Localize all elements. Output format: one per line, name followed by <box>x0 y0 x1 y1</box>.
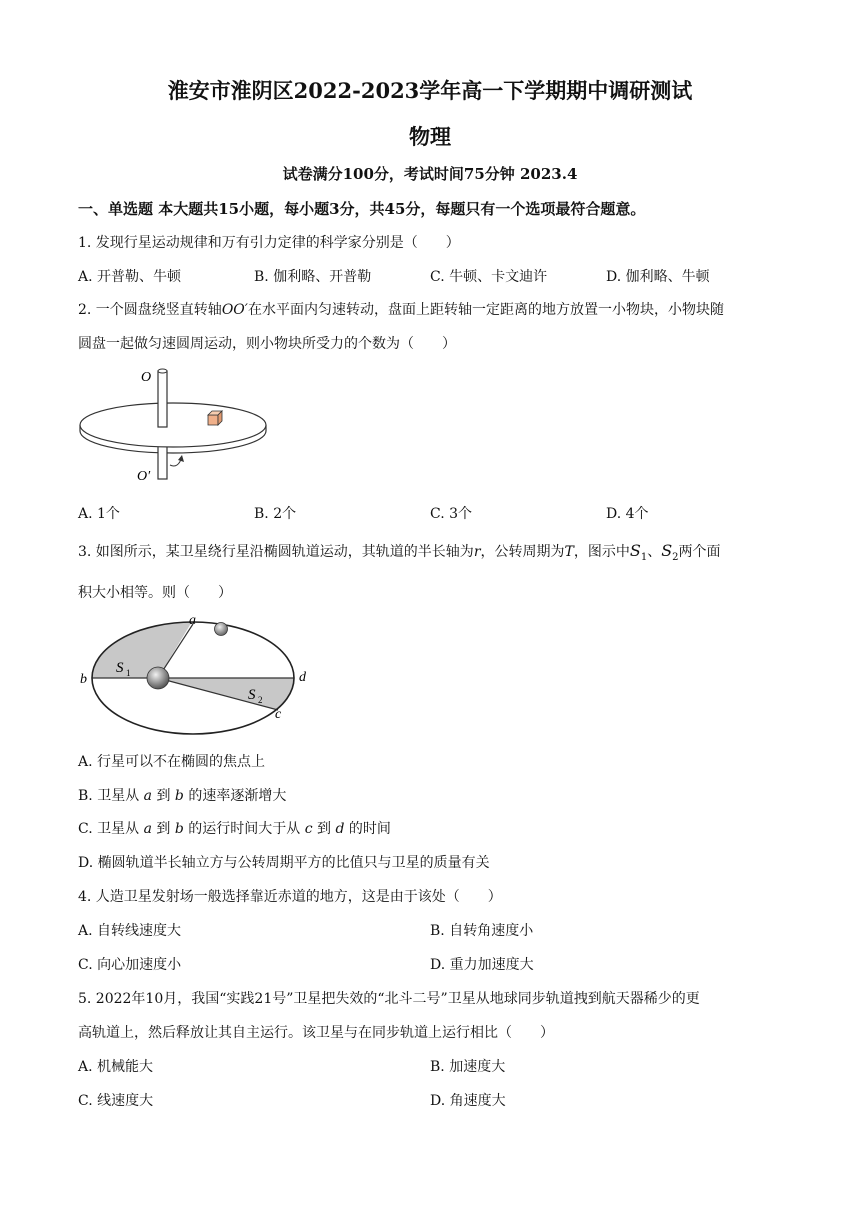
axis-top-label: O <box>141 370 152 385</box>
q5-option-b: B. 加速度大 <box>430 1059 506 1075</box>
q1-option-d: D. 伽利略、牛顿 <box>606 269 710 285</box>
rotating-disc-figure <box>78 365 268 485</box>
q3-option-c: C. 卫星从 a 到 b 的运行时间大于从 c 到 d 的时间 <box>78 821 391 837</box>
svg-text:a: a <box>189 613 196 628</box>
small-block <box>208 411 222 425</box>
elliptical-orbit-figure <box>78 610 318 740</box>
axis-bottom-label: O′ <box>137 469 151 484</box>
q1-option-a: A. 开普勒、牛顿 <box>78 269 182 285</box>
question-5-stem-line2: 高轨道上，然后释放让其自主运行。该卫星与在同步轨道上运行相比（ ） <box>78 1025 554 1041</box>
q3-option-b: B. 卫星从 a 到 b 的速率逐渐增大 <box>78 788 287 804</box>
q5-option-a: A. 机械能大 <box>78 1059 154 1075</box>
svg-text:2: 2 <box>258 695 263 705</box>
svg-text:1: 1 <box>126 668 131 678</box>
q2-option-d: D. 4个 <box>606 506 649 522</box>
exam-title: 淮安市淮阴区2022-2023学年高一下学期期中调研测试 <box>167 78 693 103</box>
q2-option-b: B. 2个 <box>254 506 297 522</box>
q1-option-b: B. 伽利略、开普勒 <box>254 269 372 285</box>
q3-option-d: D. 椭圆轨道半长轴立方与公转周期平方的比值只与卫星的质量有关 <box>78 855 490 871</box>
svg-text:c: c <box>275 707 282 722</box>
q5-option-c: C. 线速度大 <box>78 1093 154 1109</box>
svg-text:S: S <box>116 660 124 676</box>
q4-option-c: C. 向心加速度小 <box>78 957 182 973</box>
question-4-stem: 4. 人造卫星发射场一般选择靠近赤道的地方，这是由于该处（ ） <box>78 889 502 905</box>
q4-option-a: A. 自转线速度大 <box>78 923 182 939</box>
q4-option-d: D. 重力加速度大 <box>430 957 534 973</box>
exam-info: 试卷满分100分，考试时间75分钟 2023.4 <box>282 165 578 183</box>
q3-option-a: A. 行星可以不在椭圆的焦点上 <box>78 754 266 770</box>
question-3-stem-line1: 3. 如图所示，某卫星绕行星沿椭圆轨道运动，其轨道的半长轴为r，公转周期为T，图示中$S_1$、$S_2$两个面 <box>78 541 721 563</box>
q4-option-b: B. 自转角速度小 <box>430 923 534 939</box>
q2-option-a: A. 1个 <box>78 506 120 522</box>
q2-option-c: C. 3个 <box>430 506 473 522</box>
svg-text:d: d <box>299 670 306 685</box>
question-3-stem-line2: 积大小相等。则（ ） <box>78 585 232 601</box>
axis-label: OO′ <box>221 302 248 318</box>
q1-option-c: C. 牛顿、卡文迪许 <box>430 269 548 285</box>
svg-text:S: S <box>248 687 256 703</box>
question-5-stem-line1: 5. 2022年10月，我国“实践21号”卫星把失效的“北斗二号”卫星从地球同步轨道拽到航天器稀少的更 <box>78 991 700 1007</box>
q5-option-d: D. 角速度大 <box>430 1093 506 1109</box>
planet <box>147 667 169 689</box>
question-2-stem-line2: 圆盘一起做匀速圆周运动，则小物块所受力的个数为（ ） <box>78 336 456 352</box>
satellite <box>215 623 228 636</box>
subject-title: 物理 <box>409 124 451 149</box>
section-heading: 一、单选题 本大题共15小题，每小题3分，共45分，每题只有一个选项最符合题意。 <box>78 200 646 218</box>
question-1-stem: 1. 发现行星运动规律和万有引力定律的科学家分别是（ ） <box>78 235 460 251</box>
svg-text:b: b <box>80 672 87 687</box>
question-2-stem-line1: 2. 一个圆盘绕竖直转轴OO′在水平面内匀速转动，盘面上距转轴一定距离的地方放置一小物块，小物块随 <box>78 302 724 318</box>
